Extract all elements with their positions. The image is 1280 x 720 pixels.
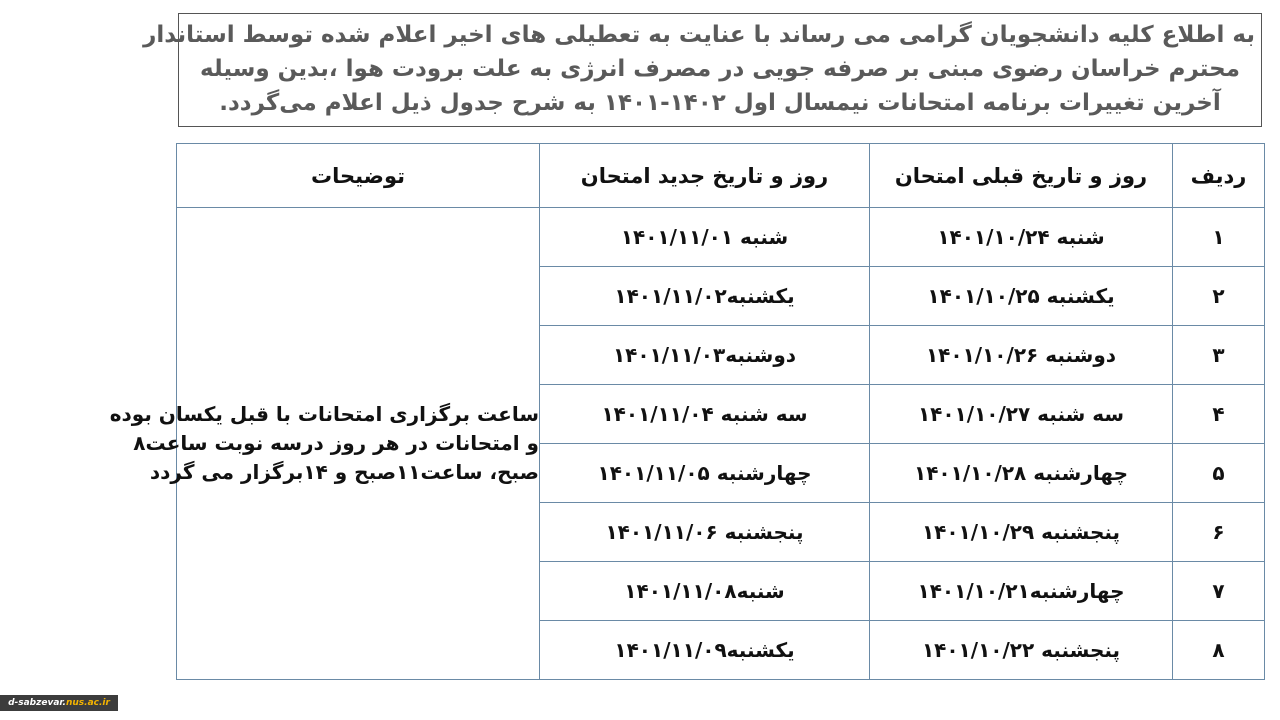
announcement-line-2: محترم خراسان رضوی مبنی بر صرفه جویی در مصرف انرژی به علت برودت هوا ،بدین وسیله <box>200 56 1240 82</box>
exam-schedule-table <box>109 143 1265 680</box>
previous-date: پنجشنبه ۱۴۰۱/۱۰/۲۲ <box>870 621 1173 680</box>
table-header-row <box>177 144 1265 208</box>
new-date: سه شنبه ۱۴۰۱/۱۱/۰۴ <box>540 385 870 444</box>
previous-date: چهارشنبه ۱۴۰۱/۱۰/۲۸ <box>870 444 1173 503</box>
header-description: توضیحات <box>177 144 540 208</box>
table-row <box>177 208 1265 267</box>
previous-date: پنجشنبه ۱۴۰۱/۱۰/۲۹ <box>870 503 1173 562</box>
description-line-3: صبح، ساعت۱۱صبح و ۱۴برگزار می گردد <box>149 460 539 484</box>
row-number: ۳ <box>1173 326 1265 385</box>
previous-date: دوشنبه ۱۴۰۱/۱۰/۲۶ <box>870 326 1173 385</box>
new-date: پنجشنبه ۱۴۰۱/۱۱/۰۶ <box>540 503 870 562</box>
new-date: شنبه ۱۴۰۱/۱۱/۰۱ <box>540 208 870 267</box>
description-cell <box>109 208 540 680</box>
previous-date: سه شنبه ۱۴۰۱/۱۰/۲۷ <box>870 385 1173 444</box>
previous-date: یکشنبه ۱۴۰۱/۱۰/۲۵ <box>870 267 1173 326</box>
previous-date: چهارشنبه۱۴۰۱/۱۰/۲۱ <box>870 562 1173 621</box>
announcement-line-1: به اطلاع کلیه دانشجویان گرامی می رساند با عنایت به تعطیلی های اخیر اعلام شده توسط استاندار <box>143 22 1255 48</box>
new-date: شنبه۱۴۰۱/۱۱/۰۸ <box>540 562 870 621</box>
header-previous-date: روز و تاریخ قبلی امتحان <box>870 144 1173 208</box>
row-number: ۸ <box>1173 621 1265 680</box>
row-number: ۱ <box>1173 208 1265 267</box>
new-date: دوشنبه۱۴۰۱/۱۱/۰۳ <box>540 326 870 385</box>
site-watermark <box>0 695 118 711</box>
new-date: یکشنبه۱۴۰۱/۱۱/۰۲ <box>540 267 870 326</box>
header-new-date: روز و تاریخ جدید امتحان <box>540 144 870 208</box>
site-watermark-accent: nus.ac.ir <box>65 698 110 708</box>
announcement-box <box>143 13 1262 127</box>
row-number: ۴ <box>1173 385 1265 444</box>
site-watermark-prefix: d-sabzevar. <box>8 698 66 708</box>
new-date: چهارشنبه ۱۴۰۱/۱۱/۰۵ <box>540 444 870 503</box>
header-row-number: ردیف <box>1173 144 1265 208</box>
previous-date: شنبه ۱۴۰۱/۱۰/۲۴ <box>870 208 1173 267</box>
row-number: ۲ <box>1173 267 1265 326</box>
row-number: ۶ <box>1173 503 1265 562</box>
row-number: ۷ <box>1173 562 1265 621</box>
description-line-1: ساعت برگزاری امتحانات با قبل یکسان بوده <box>109 402 539 426</box>
description-line-2: و امتحانات در هر روز درسه نوبت ساعت۸ <box>133 431 539 455</box>
new-date: یکشنبه۱۴۰۱/۱۱/۰۹ <box>540 621 870 680</box>
row-number: ۵ <box>1173 444 1265 503</box>
announcement-line-3: آخرین تغییرات برنامه امتحانات نیمسال اول ۱۴۰۲-۱۴۰۱ به شرح جدول ذیل اعلام می‌گردد. <box>219 90 1221 116</box>
